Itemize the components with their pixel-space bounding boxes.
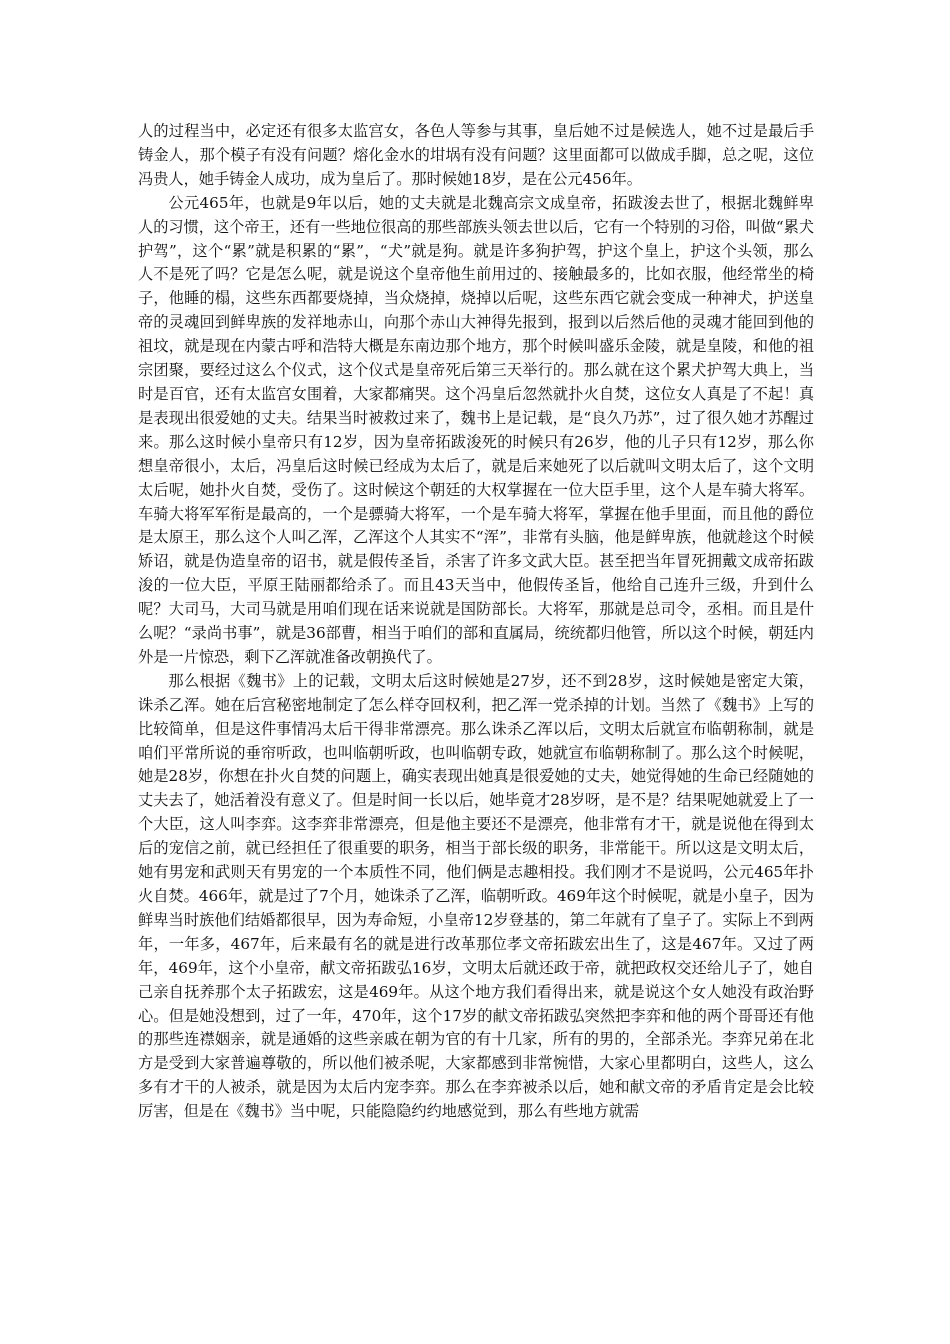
paragraph-2: 公元465年，也就是9年以后，她的丈夫就是北魏高宗文成皇帝，拓跋浚去世了，根据北魏鲜卑人的习惯，这个帝王，还有一些地位很高的那些部族头领去世以后，它有一个特别的习俗，叫做“累犬护驾”，这个“累”就是积累的“累”，“犬”就是狗。就是许多狗护驾，护这个皇上，护这个头领，那么人不是死了吗？它是怎么呢，就是说这个皇帝他生前用过的、接触最多的，比如衣服，他经常坐的椅子，他睡的榻，这些东西都要烧掉，当众烧掉，烧掉以后呢，这些东西它就会变成一种神犬，护送皇帝的灵魂回到鲜卑族的发祥地赤山，向那个赤山大神得先报到，报到以后然后他的灵魂才能回到他的祖坟，就是现在内蒙古呼和浩特大概是东南边那个地方，那个时候叫盛乐金陵，就是皇陵，和他的祖宗团聚，要经过这么个仪式，这个仪式是皇帝死后第三天举行的。那么就在这个累犬护驾大典上，当时是百官，还有太监宫女围着，大家都痛哭。这个冯皇后忽然就扑火自焚，这位女人真是了不起！真是表现出很爱她的丈夫。结果当时被救过来了，魏书上是记载，是“良久乃苏”，过了很久她才苏醒过来。那么这时候小皇帝只有12岁，因为皇帝拓跋浚死的时候只有26岁，他的儿子只有12岁，那么你想皇帝很小，太后，冯皇后这时候已经成为太后了，就是后来她死了以后就叫文明太后了，这个文明太后呢，她扑火自焚，受伤了。这时候这个朝廷的大权掌握在一位大臣手里，这个人是车骑大将军。车骑大将军军衔是最高的，一个是骠骑大将军，一个是车骑大将军，掌握在他手里面，而且他的爵位是太原王，那么这个人叫乙浑，乙浑这个人其实不“浑”，非常有头脑，他是鲜卑族，他就趁这个时候矫诏，就是伪造皇帝的诏书，就是假传圣旨，杀害了许多文武大臣。甚至把当年冒死拥戴文成帝拓跋浚的一位大臣，平原王陆丽都给杀了。而且43天当中，他假传圣旨，他给自己连升三级，升到什么呢？大司马，大司马就是用咱们现在话来说就是国防部长。大将军，那就是总司令，丞相。而且是什么呢？“录尚书事”，就是36部曹，相当于咱们的部和直属局，统统都归他管，所以这个时候，朝廷内外是一片惊恐，剩下乙浑就准备改朝换代了。 (138, 193, 815, 666)
body-text (138, 120, 814, 1124)
paragraph-3: 那么根据《魏书》上的记载，文明太后这时候她是27岁，还不到28岁，这时候她是密定大策，诛杀乙浑。她在后宫秘密地制定了怎么样夺回权利，把乙浑一党杀掉的计划。当然了《魏书》上写的比较简单，但是这件事情冯太后干得非常漂亮。那么诛杀乙浑以后，文明太后就宣布临朝称制，就是咱们平常所说的垂帘听政，也叫临朝听政，也叫临朝专政，她就宣布临朝称制了。那么这个时候呢，她是28岁，你想在扑火自焚的问题上，确实表现出她真是很爱她的丈夫，她觉得她的生命已经随她的丈夫去了，她活着没有意义了。但是时间一长以后，她毕竟才28岁呀，是不是？结果呢她就爱上了一个大臣，这人叫李弈。这李弈非常漂亮，但是他主要还不是漂亮，他非常有才干，就是说他在得到太后的宠信之前，就已经担任了很重要的职务，相当于部长级的职务，非常能干。所以这是文明太后，她有男宠和武则天有男宠的一个本质性不同，他们俩是志趣相投。我们刚才不是说吗，公元465年扑火自焚。466年，就是过了7个月，她诛杀了乙浑，临朝听政。469年这个时候呢，就是小皇子，因为鲜卑当时族他们结婚都很早，因为寿命短，小皇帝12岁登基的，第二年就有了皇子了。实际上不到两年，一年多，467年，后来最有名的就是进行改革那位孝文帝拓跋宏出生了，这是467年。又过了两年，469年，这个小皇帝，献文帝拓跋弘16岁，文明太后就还政于帝，就把政权交还给儿子了，她自己亲自抚养那个太子拓跋宏，这是469年。从这个地方我们看得出来，就是说这个女人她没有政治野心。但是她没想到，过了一年，470年，这个17岁的献文帝拓跋弘突然把李弈和他的两个哥哥还有他的那些连襟姻亲，就是通婚的这些亲戚在朝为官的有十几家，所有的男的，全部杀光。李弈兄弟在北方是受到大家普遍尊敬的，所以他们被杀呢，大家都感到非常惋惜，大家心里都明白，这些人，这么多有才干的人被杀，就是因为太后内宠李弈。那么在李弈被杀以后，她和献文帝的矛盾肯定是会比较厉害，但是在《魏书》当中呢，只能隐隐约约地感觉到，那么有些地方就需 (138, 671, 814, 1121)
paragraph-1: 人的过程当中，必定还有很多太监宫女，各色人等参与其事，皇后她不过是候选人，她不过是最后手铸金人，那个模子有没有问题？熔化金水的坩埚有没有问题？这里面都可以做成手脚，总之呢，这位冯贵人，她手铸金人成功，成为皇后了。那时候她18岁，是在公元456年。 (138, 122, 814, 188)
